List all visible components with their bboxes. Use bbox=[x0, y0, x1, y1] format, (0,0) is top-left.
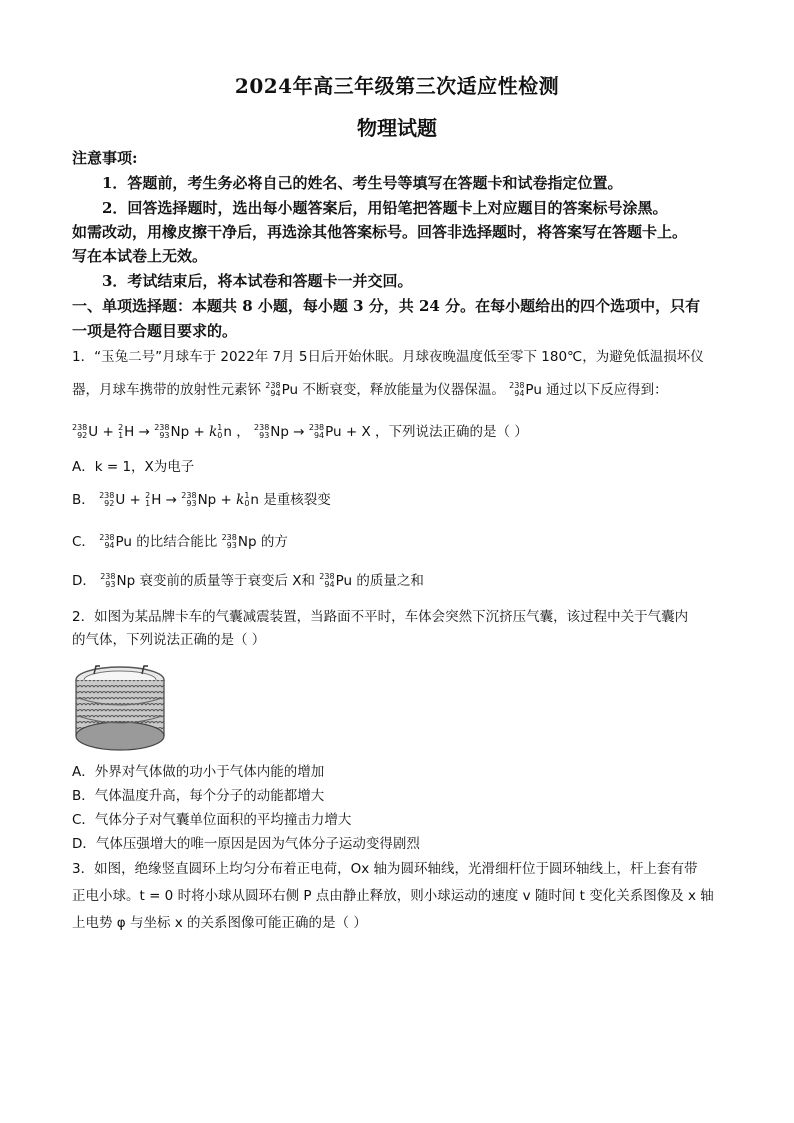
q3-line-3: 上电势 φ 与坐标 x 的关系图像可能正确的是（ ） bbox=[72, 915, 367, 931]
option-d-mid: Np 衰变前的质量等于衰变后 X和 bbox=[116, 573, 315, 589]
q2-line-1: 2．如图为某品牌卡车的气囊减震装置，当路面不平时，车体会突然下沉挤压气囊，该过程中关于气囊内 bbox=[72, 609, 689, 625]
q1-line-2 bbox=[72, 378, 732, 402]
isotope-np: 238 93 bbox=[254, 423, 270, 440]
option-b-label: B． bbox=[72, 492, 95, 508]
isotope-n: 1 0 bbox=[217, 423, 223, 440]
option-c-label: C． bbox=[72, 534, 95, 550]
exam-subject: 物理试题 bbox=[357, 116, 437, 140]
q1-line-2-text-a: 器，月球车携带的放射性元素钚 bbox=[72, 382, 261, 398]
isotope-h: 2 1 bbox=[118, 423, 124, 440]
isotope-np: 238 93 bbox=[100, 572, 116, 589]
notice-heading: 注意事项: bbox=[72, 149, 138, 167]
isotope-pu: 238 94 bbox=[99, 533, 115, 550]
q3-line-1: 3．如图，绝缘竖直圆环上均匀分布着正电荷，Ox 轴为圆环轴线，光滑细杆位于圆环轴线上，杆上套有带 bbox=[72, 861, 698, 877]
reaction-n: n ， bbox=[223, 424, 250, 440]
option-b-np: Np + bbox=[197, 492, 232, 508]
q1-line-1: 1．“玉兔二号”月球车于 2022年 7月 5日后开始休眠。月球夜晚温度低至零下 180℃，为避免低温损坏仪 bbox=[72, 349, 704, 365]
option-b-u: U + bbox=[115, 492, 141, 508]
notice-item-3: 3．考试结束后，将本试卷和答题卡一并交回。 bbox=[102, 272, 413, 290]
option-b-h: H → bbox=[151, 492, 177, 508]
isotope-pu: 238 94 bbox=[308, 423, 325, 440]
q1-option-c bbox=[72, 530, 732, 554]
isotope-pu: 238 94 bbox=[265, 381, 281, 398]
option-d-label: D． bbox=[72, 573, 96, 589]
section-1-line-1: 一、单项选择题：本题共 8 小题，每小题 3 分，共 24 分。在每小题给出的四个选项中，只有 bbox=[72, 297, 701, 315]
q1-option-a: A．k = 1，X为电子 bbox=[72, 459, 195, 475]
q1-line-2-text-c: Pu 通过以下反应得到： bbox=[525, 382, 668, 398]
q2-option-a: A．外界对气体做的功小于气体内能的增加 bbox=[72, 764, 325, 780]
reaction-h: H → bbox=[124, 424, 150, 440]
q2-option-c: C．气体分子对气囊单位面积的平均撞击力增大 bbox=[72, 812, 352, 828]
q2-line-2: 的气体，下列说法正确的是（ ） bbox=[72, 632, 266, 648]
option-d-suffix: Pu 的质量之和 bbox=[335, 573, 424, 589]
reaction-np-2: Np → bbox=[270, 424, 305, 440]
isotope-np: 238 93 bbox=[154, 423, 170, 440]
q1-reaction-line bbox=[72, 420, 732, 444]
notice-item-2-line-3: 写在本试卷上无效。 bbox=[72, 247, 208, 265]
isotope-pu: 238 94 bbox=[319, 572, 335, 589]
isotope-np: 238 93 bbox=[221, 533, 237, 550]
q1-option-d bbox=[72, 569, 732, 593]
q3-line-2: 正电小球。t = 0 时将小球从圆环右侧 P 点由静止释放，则小球运动的速度 v 随时间 t 变化关系图像及 x 轴 bbox=[72, 888, 714, 904]
isotope-pu: 238 94 bbox=[509, 381, 525, 398]
q2-option-d: D．气体压强增大的唯一原因是因为气体分子运动变得剧烈 bbox=[72, 836, 420, 852]
q1-option-b bbox=[72, 488, 732, 512]
option-b-suffix: n 是重核裂变 bbox=[250, 492, 331, 508]
isotope-u: 238 92 bbox=[72, 423, 88, 440]
notice-item-2-line-2: 如需改动，用橡皮擦干净后，再选涂其他答案标号。回答非选择题时，将答案写在答题卡上。 bbox=[72, 223, 688, 241]
isotope-h: 2 1 bbox=[145, 491, 151, 508]
coefficient-k: k bbox=[236, 492, 245, 508]
exam-title: 2024年高三年级第三次适应性检测 bbox=[234, 74, 560, 98]
isotope-u: 238 92 bbox=[99, 491, 115, 508]
section-1-line-2: 一项是符合题目要求的。 bbox=[72, 322, 238, 340]
option-c-suffix: Np 的方 bbox=[237, 534, 288, 550]
notice-item-1: 1．答题前，考生务必将自己的姓名、考生号等填写在答题卡和试卷指定位置。 bbox=[102, 174, 623, 192]
coefficient-k: k bbox=[209, 424, 218, 440]
isotope-np: 238 93 bbox=[181, 491, 197, 508]
air-spring-image bbox=[74, 660, 166, 756]
q2-option-b: B．气体温度升高，每个分子的动能都增大 bbox=[72, 788, 325, 804]
option-c-mid: Pu 的比结合能比 bbox=[115, 534, 218, 550]
notice-item-2-line-1: 2．回答选择题时，选出每小题答案后，用铅笔把答题卡上对应题目的答案标号涂黑。 bbox=[102, 199, 668, 217]
reaction-u: U + bbox=[88, 424, 114, 440]
isotope-n: 1 0 bbox=[244, 491, 250, 508]
reaction-np: Np + bbox=[170, 424, 205, 440]
q1-line-2-text-b: Pu 不断衰变，释放能量为仪器保温。 bbox=[281, 382, 505, 398]
reaction-pu: Pu + X ，下列说法正确的是（ ） bbox=[325, 424, 528, 440]
